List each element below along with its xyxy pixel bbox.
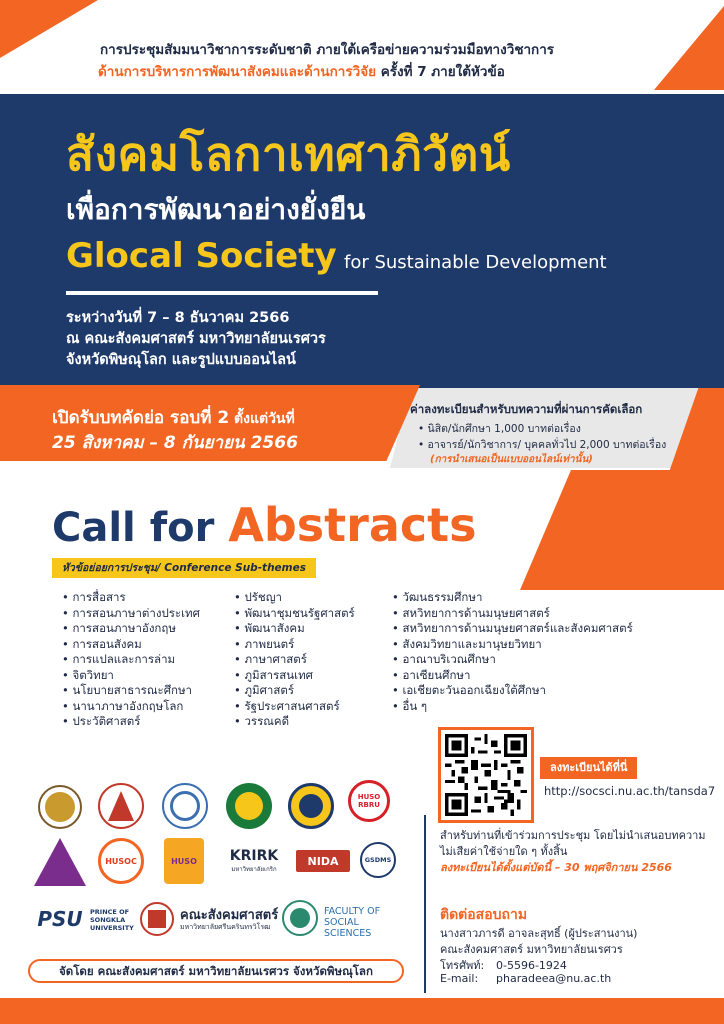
bottom-orange-bar bbox=[0, 998, 724, 1024]
krirk-wordmark: KRIRK bbox=[229, 848, 279, 864]
socsci-th-logo-text: คณะสังคมศาสตร์ bbox=[180, 908, 279, 923]
list-item: • ปรัชญา bbox=[234, 590, 355, 606]
qr-code-icon bbox=[445, 734, 527, 816]
registration-qr-code[interactable] bbox=[438, 727, 534, 823]
list-item: • ภูมิสารสนเทศ bbox=[234, 668, 355, 684]
swu-seal-logo bbox=[140, 902, 174, 936]
list-item: • นานาภาษาอังกฤษโลก bbox=[62, 699, 200, 715]
contact-org: คณะสังคมศาสตร์ มหาวิทยาลัยนเรศวร bbox=[440, 943, 623, 956]
contact-heading: ติดต่อสอบถาม bbox=[440, 907, 528, 923]
subthemes-column-2 bbox=[234, 590, 355, 730]
list-item: • อื่น ๆ bbox=[392, 699, 633, 715]
list-item: • สหวิทยาการด้านมนุษยศาสตร์ bbox=[392, 606, 633, 622]
list-item: • การสอนสังคม bbox=[62, 637, 200, 653]
contact-email[interactable]: pharadeea@nu.ac.th bbox=[496, 972, 612, 985]
title-divider bbox=[66, 291, 378, 295]
title-english-sub: for Sustainable Development bbox=[344, 252, 607, 273]
list-item: • สังคมวิทยาและมานุษยวิทยา bbox=[392, 637, 633, 653]
university-seal-logo-2 bbox=[98, 783, 144, 829]
list-item: • สหวิทยาการด้านมนุษยศาสตร์และสังคมศาสตร์ bbox=[392, 621, 633, 637]
cfa-abstracts: Abstracts bbox=[228, 498, 477, 552]
list-item: • จิตวิทยา bbox=[62, 668, 200, 684]
fss-seal-logo bbox=[282, 900, 318, 936]
registration-link[interactable]: http://socsci.nu.ac.th/tansda7 bbox=[544, 784, 716, 798]
top-left-orange-triangle bbox=[0, 0, 98, 58]
fee-general-text: อาจารย์/นักวิชาการ/ บุคคลทั่วไป 2,000 บาทต่อเรื่อง bbox=[427, 439, 667, 451]
temple-logo bbox=[34, 838, 86, 886]
list-item: • อาเซียนศึกษา bbox=[392, 668, 633, 684]
gsdms-logo: GSDMS bbox=[360, 842, 396, 878]
huso-logo: HUSO bbox=[164, 838, 204, 884]
attendee-registration-period: ลงทะเบียนได้ตั้งแต่บัดนี้ – 30 พฤศจิกายน 2566 bbox=[440, 861, 672, 874]
list-item: • นโยบายสาธารณะศึกษา bbox=[62, 683, 200, 699]
university-seal-logo-3 bbox=[162, 783, 208, 829]
section-divider bbox=[424, 815, 426, 993]
event-venue: ณ คณะสังคมศาสตร์ มหาวิทยาลัยนเรศวร bbox=[66, 331, 326, 347]
list-item: • พัฒนาสังคม bbox=[234, 621, 355, 637]
fss-logo-text: FACULTY OF SOCIAL SCIENCES bbox=[324, 906, 381, 939]
title-thai-sub: เพื่อการพัฒนาอย่างยั่งยืน bbox=[66, 193, 366, 226]
contact-phone[interactable]: 0-5596-1924 bbox=[496, 959, 567, 972]
university-seal-logo-1 bbox=[38, 785, 82, 829]
list-item: • ประวัติศาสตร์ bbox=[62, 714, 200, 730]
fee-general: • อาจารย์/นักวิชาการ/ บุคคลทั่วไป 2,000 บาทต่อเรื่อง bbox=[418, 439, 667, 451]
subthemes-column-3 bbox=[392, 590, 633, 714]
list-item: • ภาษาศาสตร์ bbox=[234, 652, 355, 668]
intro-highlight: ด้านการบริหารการพัฒนาสังคมและด้านการวิจัย bbox=[98, 64, 377, 80]
right-orange-shape bbox=[520, 470, 724, 590]
cfa-call: Call for bbox=[52, 505, 229, 551]
psu-logo: PSU bbox=[37, 907, 83, 931]
attendee-info-2: ไม่เสียค่าใช้จ่ายใด ๆ ทั้งสิ้น bbox=[440, 845, 568, 858]
list-item: • เอเชียตะวันออกเฉียงใต้ศึกษา bbox=[392, 683, 633, 699]
intro-line-2 bbox=[98, 60, 505, 82]
email-label: E-mail: bbox=[440, 972, 479, 985]
intro-rest: ครั้งที่ 7 ภายใต้หัวข้อ bbox=[376, 64, 505, 80]
top-right-orange-triangle bbox=[654, 6, 724, 90]
intro-line-1: การประชุมสัมมนาวิชาการระดับชาติ ภายใต้เครือข่ายความร่วมมือทางวิชาการ bbox=[100, 42, 555, 58]
fee-student-text: นิสิต/นักศึกษา 1,000 บาทต่อเรื่อง bbox=[427, 423, 581, 435]
krirk-logo bbox=[224, 846, 284, 876]
husoc-logo: HUSOC bbox=[98, 838, 144, 884]
call-for-abstracts-heading bbox=[52, 498, 477, 552]
subthemes-label: หัวข้อย่อยการประชุม/ Conference Sub-themes bbox=[52, 558, 316, 578]
university-seal-logo-5 bbox=[288, 783, 334, 829]
title-english-main: Glocal Society bbox=[66, 236, 337, 276]
contact-email-row bbox=[440, 972, 611, 985]
contact-name: นางสาวภารดี อาจละสุทธิ์ (ผู้ประสานงาน) bbox=[440, 927, 638, 940]
subthemes-column-1 bbox=[62, 590, 200, 730]
list-item: • การแปลและการล่าม bbox=[62, 652, 200, 668]
list-item: • วรรณคดี bbox=[234, 714, 355, 730]
title-thai-main: สังคมโลกาเทศาภิวัตน์ bbox=[66, 127, 511, 181]
list-item: • ภูมิศาสตร์ bbox=[234, 683, 355, 699]
psu-name: PRINCE OF SONGKLA UNIVERSITY bbox=[90, 908, 134, 932]
submission-open-small: ตั้งแต่วันที่ bbox=[229, 411, 295, 427]
attendee-info-1: สำหรับท่านที่เข้าร่วมการประชุม โดยไม่นำเสนอบทความ bbox=[440, 829, 706, 842]
list-item: • การสอนภาษาอังกฤษ bbox=[62, 621, 200, 637]
university-seal-logo-4 bbox=[226, 783, 272, 829]
list-item: • ภาพยนตร์ bbox=[234, 637, 355, 653]
submission-open bbox=[52, 404, 295, 431]
nida-logo: NIDA bbox=[296, 850, 350, 872]
list-item: • อาณาบริเวณศึกษา bbox=[392, 652, 633, 668]
list-item: • พัฒนาชุมชนรัฐศาสตร์ bbox=[234, 606, 355, 622]
submission-period: 25 สิงหาคม – 8 กันยายน 2566 bbox=[52, 433, 298, 453]
submission-open-main: เปิดรับบทคัดย่อ รอบที่ 2 bbox=[52, 408, 230, 428]
event-location: จังหวัดพิษณุโลก และรูปแบบออนไลน์ bbox=[66, 352, 296, 368]
socsci-th-sub: มหาวิทยาลัยศรีนครินทรวิโรฒ bbox=[180, 923, 271, 931]
event-date: ระหว่างวันที่ 7 – 8 ธันวาคม 2566 bbox=[66, 310, 290, 326]
huso-rbru-logo: HUSO RBRU bbox=[348, 780, 390, 822]
list-item: • วัฒนธรรมศึกษา bbox=[392, 590, 633, 606]
registration-label: ลงทะเบียนได้ที่นี่ bbox=[540, 757, 637, 779]
fee-title: ค่าลงทะเบียนสำหรับบทความที่ผ่านการคัดเลือก bbox=[410, 402, 643, 416]
organizer-banner: จัดโดย คณะสังคมศาสตร์ มหาวิทยาลัยนเรศวร จังหวัดพิษณุโลก bbox=[28, 959, 404, 983]
list-item: • การสื่อสาร bbox=[62, 590, 200, 606]
list-item: • รัฐประศาสนศาสตร์ bbox=[234, 699, 355, 715]
phone-label: โทรศัพท์: bbox=[440, 959, 485, 972]
fee-note: (การนำเสนอเป็นแบบออนไลน์เท่านั้น) bbox=[430, 454, 593, 465]
fee-student: • นิสิต/นักศึกษา 1,000 บาทต่อเรื่อง bbox=[418, 423, 581, 435]
krirk-subtext: มหาวิทยาลัยเกริก bbox=[231, 866, 277, 873]
list-item: • การสอนภาษาต่างประเทศ bbox=[62, 606, 200, 622]
